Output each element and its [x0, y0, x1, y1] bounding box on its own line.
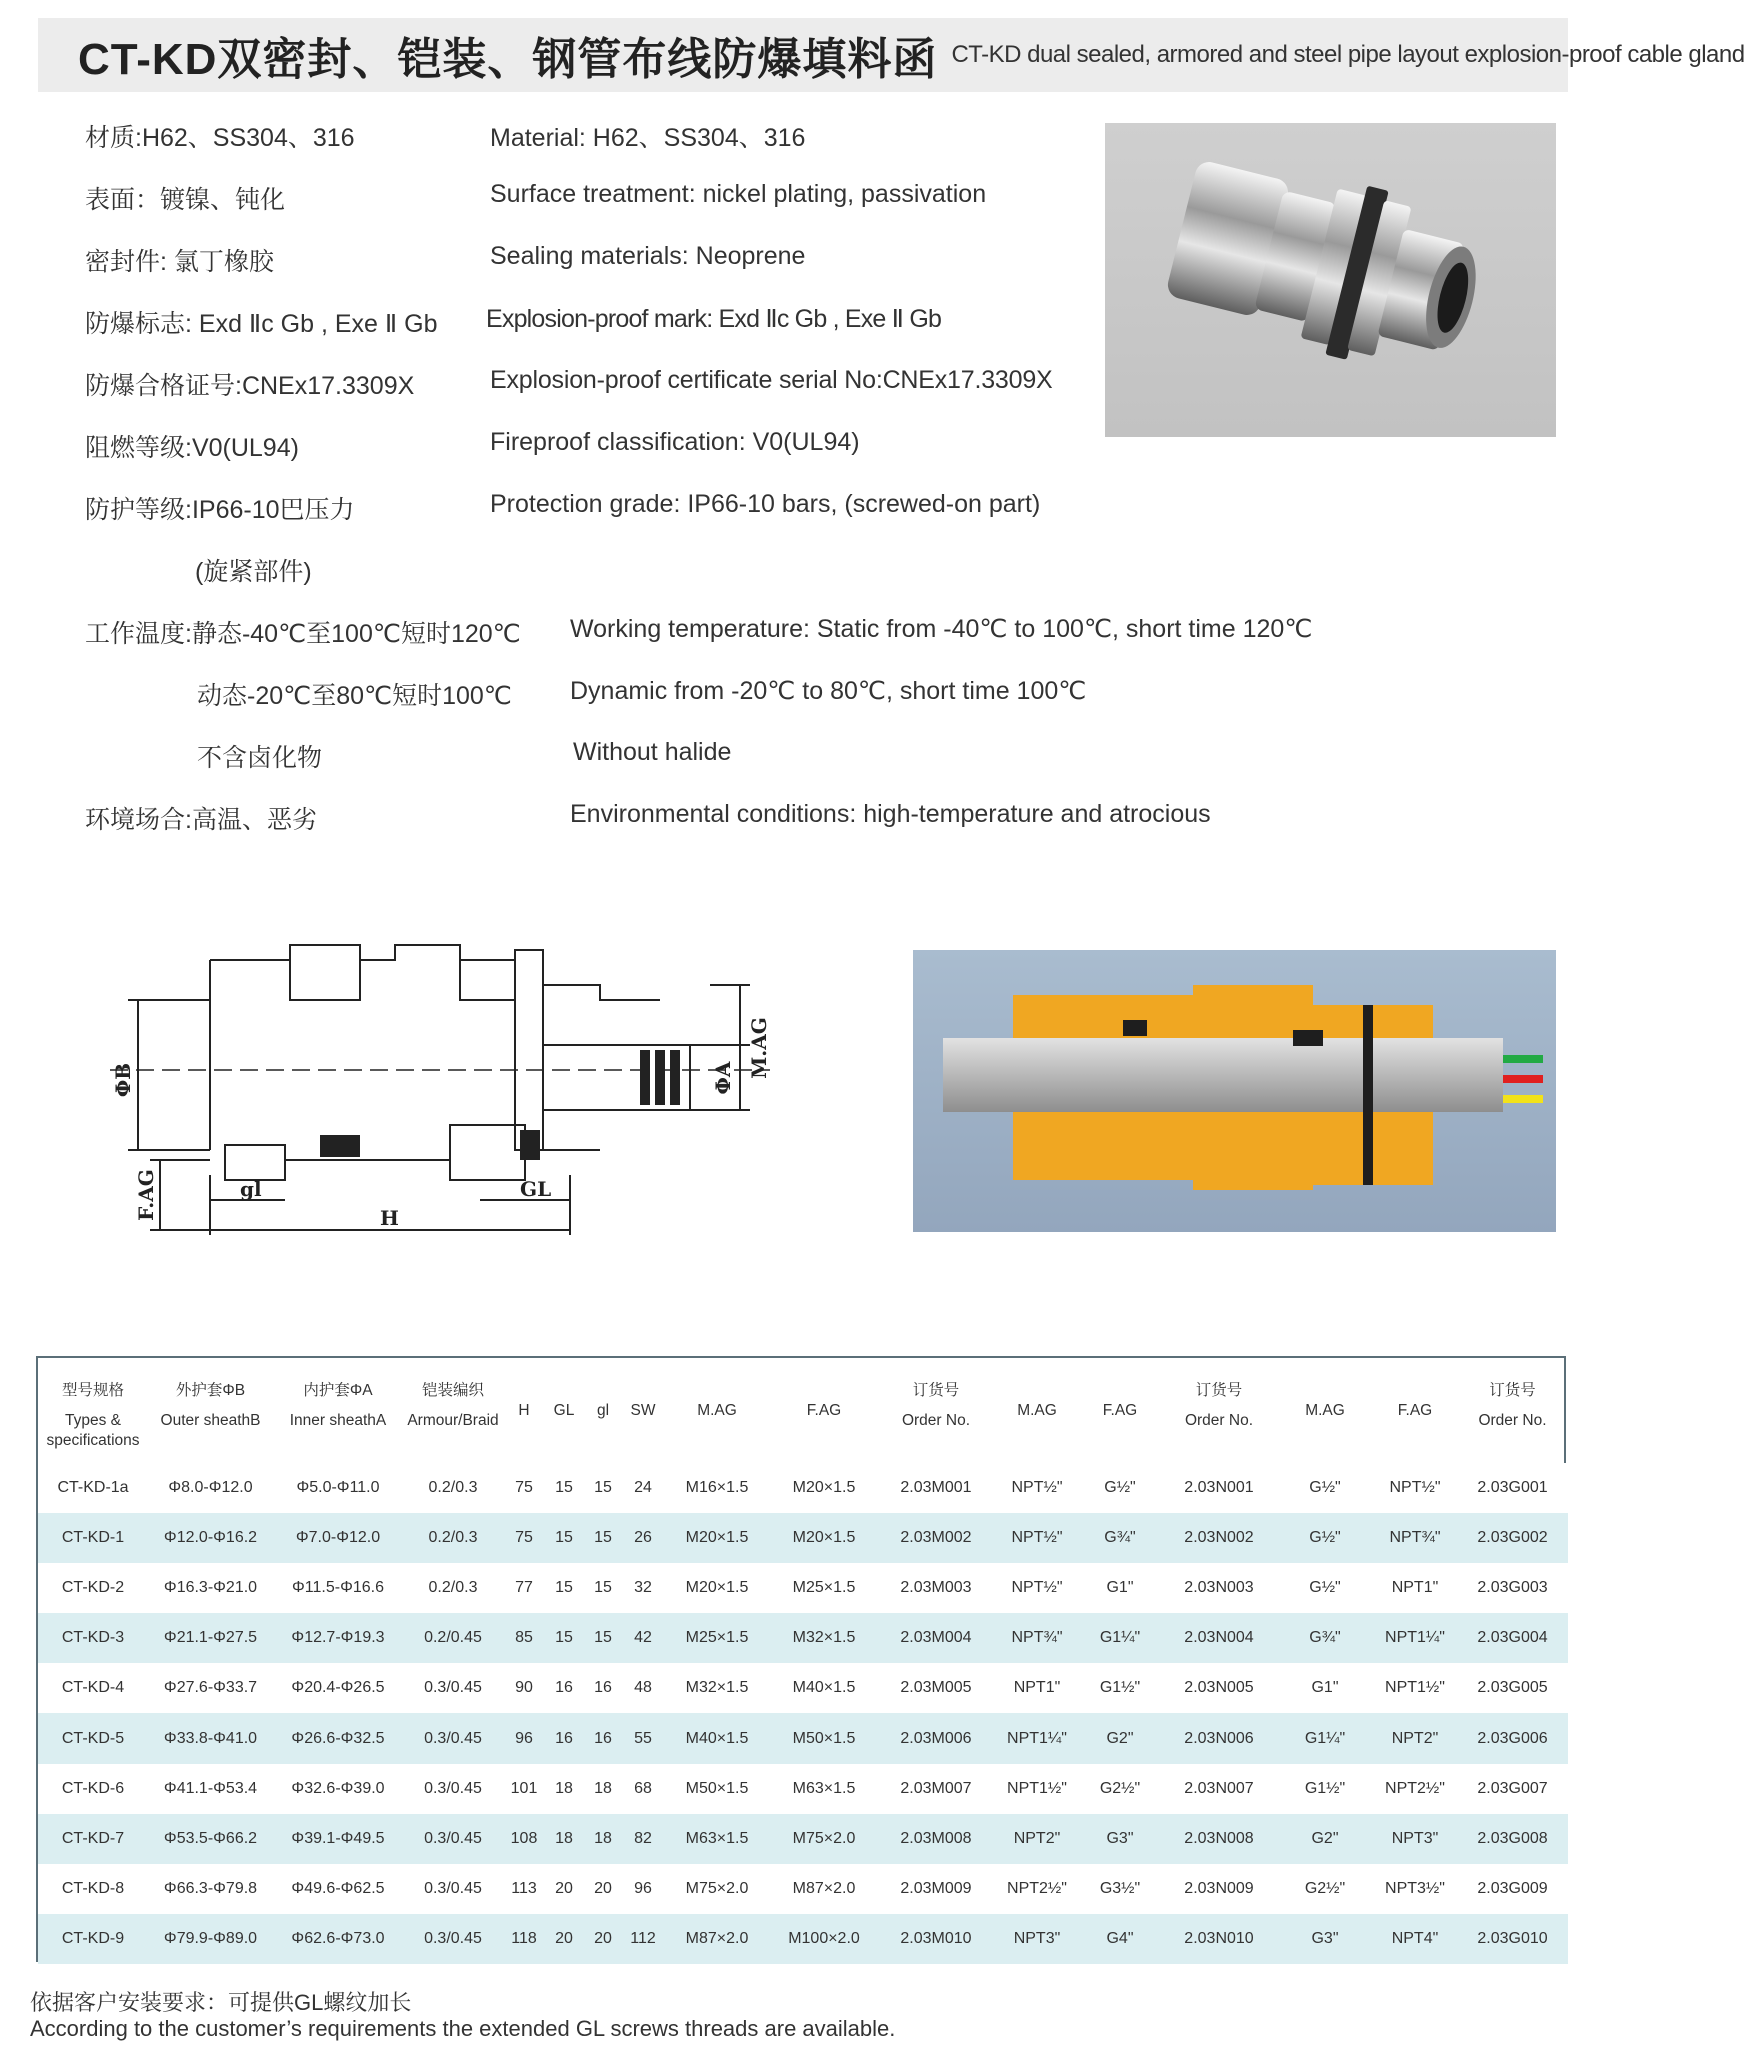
table-cell: 20: [545, 1864, 583, 1914]
table-cell: 2.03M004: [877, 1613, 995, 1663]
table-cell: M25×1.5: [663, 1613, 771, 1663]
table-cell: 18: [583, 1814, 623, 1864]
table-cell: G1¼": [1079, 1613, 1161, 1663]
table-cell: G½": [1277, 1513, 1373, 1563]
table-cell: M16×1.5: [663, 1463, 771, 1513]
header-h: H: [518, 1401, 530, 1419]
table-cell: M100×2.0: [771, 1914, 877, 1964]
table-row: [38, 1663, 1568, 1713]
table-cell: M25×1.5: [771, 1563, 877, 1613]
header-order-3: 订货号 Order No.: [1478, 1381, 1547, 1429]
header-f-ag-3: F.AG: [1397, 1401, 1433, 1419]
table-cell: Φ62.6-Φ73.0: [273, 1914, 403, 1964]
table-cell: 2.03N005: [1161, 1663, 1277, 1713]
spec-cn-protection: 防护等级:IP66-10巴压力: [85, 496, 355, 524]
table-cell: 2.03G008: [1457, 1814, 1568, 1864]
spec-cn-protection-note: (旋紧部件): [195, 558, 312, 586]
table-cell: G2½": [1277, 1864, 1373, 1914]
table-cell: CT-KD-9: [38, 1914, 148, 1964]
table-cell: CT-KD-3: [38, 1613, 148, 1663]
header-m-ag-3: M.AG: [1305, 1401, 1345, 1419]
table-header-row: [38, 1358, 1568, 1463]
table-cell: 2.03N003: [1161, 1563, 1277, 1613]
table-cell: NPT1": [995, 1663, 1079, 1713]
spec-cn-fireproof: 阻燃等级:V0(UL94): [85, 434, 299, 462]
table-cell: Φ27.6-Φ33.7: [148, 1663, 273, 1713]
table-cell: 2.03M010: [877, 1914, 995, 1964]
spec-cn-temperature: 工作温度:静态-40℃至100℃短时120℃: [85, 620, 521, 648]
table-cell: NPT¾": [995, 1613, 1079, 1663]
table-cell: NPT2": [995, 1814, 1079, 1864]
table-cell: NPT1½": [995, 1764, 1079, 1814]
table-cell: NPT½": [995, 1563, 1079, 1613]
table-cell: G½": [1277, 1563, 1373, 1613]
table-cell: G½": [1277, 1463, 1373, 1513]
table-cell: M40×1.5: [663, 1713, 771, 1763]
cutaway-illustration: [913, 950, 1556, 1232]
header-gl: GL: [553, 1401, 575, 1419]
table-cell: G½": [1079, 1463, 1161, 1513]
table-cell: M20×1.5: [663, 1513, 771, 1563]
footnote-cn: 依据客户安装要求：可提供GL螺纹加长: [30, 1990, 412, 2015]
footnote-en: According to the customer’s requirements the extended GL screws threads are available.: [30, 2016, 896, 2041]
table-cell: 15: [545, 1513, 583, 1563]
table-cell: Φ20.4-Φ26.5: [273, 1663, 403, 1713]
table-cell: NPT2": [1373, 1713, 1457, 1763]
table-row: [38, 1613, 1568, 1663]
table-cell: 2.03G003: [1457, 1563, 1568, 1613]
header-gl-small: gl: [596, 1401, 610, 1419]
table-cell: 90: [503, 1663, 545, 1713]
table-cell: NPT3": [1373, 1814, 1457, 1864]
table-cell: 2.03G007: [1457, 1764, 1568, 1814]
table-cell: 68: [623, 1764, 663, 1814]
table-cell: Φ53.5-Φ66.2: [148, 1814, 273, 1864]
table-cell: 0.2/0.3: [403, 1513, 503, 1563]
table-cell: Φ79.9-Φ89.0: [148, 1914, 273, 1964]
spec-cn-material: 材质:H62、SS304、316: [85, 124, 355, 152]
spec-en-material: Material: H62、SS304、316: [490, 124, 806, 152]
spec-en-sealing: Sealing materials: Neoprene: [490, 242, 806, 270]
table-cell: 82: [623, 1814, 663, 1864]
table-cell: 2.03M009: [877, 1864, 995, 1914]
header-m-ag-1: M.AG: [697, 1401, 737, 1419]
table-cell: 0.3/0.45: [403, 1713, 503, 1763]
spec-cn-surface: 表面：镀镍、钝化: [85, 186, 286, 214]
table-cell: Φ12.7-Φ19.3: [273, 1613, 403, 1663]
spec-cn-halide: 不含卤化物: [197, 744, 323, 772]
table-cell: G¾": [1079, 1513, 1161, 1563]
table-row: [38, 1463, 1568, 1513]
label-gl-small: gl: [240, 1177, 262, 1201]
table-cell: 2.03G009: [1457, 1864, 1568, 1914]
table-cell: G2½": [1079, 1764, 1161, 1814]
cable-gland-photo-illustration: [1105, 123, 1556, 437]
table-cell: 16: [583, 1713, 623, 1763]
table-cell: M75×2.0: [663, 1864, 771, 1914]
table-cell: 0.3/0.45: [403, 1864, 503, 1914]
table-cell: 2.03N007: [1161, 1764, 1277, 1814]
spec-cn-sealing: 密封件: 氯丁橡胶: [85, 248, 274, 276]
table-cell: Φ12.0-Φ16.2: [148, 1513, 273, 1563]
spec-en-environment: Environmental conditions: high-temperature and atrocious: [570, 800, 1211, 828]
table-cell: NPT1¼": [1373, 1613, 1457, 1663]
table-cell: CT-KD-7: [38, 1814, 148, 1864]
table-cell: 15: [583, 1463, 623, 1513]
table-cell: 18: [545, 1814, 583, 1864]
table-cell: M20×1.5: [771, 1463, 877, 1513]
table-cell: M75×2.0: [771, 1814, 877, 1864]
spec-en-protection: Protection grade: IP66-10 bars, (screwed-on part): [490, 490, 1041, 518]
table-cell: G¾": [1277, 1613, 1373, 1663]
spec-cn-mark: 防爆标志: Exd Ⅱc Gb , Exe Ⅱ Gb: [85, 310, 438, 338]
table-cell: G3½": [1079, 1864, 1161, 1914]
table-cell: NPT¾": [1373, 1513, 1457, 1563]
table-cell: 0.3/0.45: [403, 1914, 503, 1964]
header-armour: 铠装编织 Armour/Braid: [407, 1381, 499, 1429]
table-cell: 75: [503, 1513, 545, 1563]
table-cell: 2.03M003: [877, 1563, 995, 1613]
table-cell: 2.03N008: [1161, 1814, 1277, 1864]
table-cell: Φ33.8-Φ41.0: [148, 1713, 273, 1763]
table-cell: NPT½": [995, 1463, 1079, 1513]
table-cell: 2.03N006: [1161, 1713, 1277, 1763]
table-body: [38, 1463, 1568, 1964]
table-cell: Φ8.0-Φ12.0: [148, 1463, 273, 1513]
spec-en-certificate: Explosion-proof certificate serial No:CNEx17.3309X: [490, 366, 1053, 394]
table-cell: M20×1.5: [663, 1563, 771, 1613]
table-cell: 2.03M005: [877, 1663, 995, 1713]
table-cell: 18: [583, 1764, 623, 1814]
table-cell: 108: [503, 1814, 545, 1864]
table-cell: 2.03N010: [1161, 1914, 1277, 1964]
table-cell: G1½": [1079, 1663, 1161, 1713]
table-cell: M32×1.5: [663, 1663, 771, 1713]
table-cell: 2.03N001: [1161, 1463, 1277, 1513]
table-cell: 2.03M006: [877, 1713, 995, 1763]
table-cell: 2.03M008: [877, 1814, 995, 1864]
table-cell: 15: [545, 1613, 583, 1663]
table-cell: 15: [545, 1463, 583, 1513]
dimension-drawing: [50, 930, 900, 1240]
table-cell: 2.03G001: [1457, 1463, 1568, 1513]
table-cell: 2.03N004: [1161, 1613, 1277, 1663]
header-f-ag-1: F.AG: [806, 1401, 842, 1419]
table-cell: 2.03N002: [1161, 1513, 1277, 1563]
table-cell: 0.2/0.3: [403, 1463, 503, 1513]
table-cell: M87×2.0: [771, 1864, 877, 1914]
cutaway-graphic: [913, 950, 1556, 1232]
table-cell: 118: [503, 1914, 545, 1964]
spec-en-temperature: Working temperature: Static from -40℃ to 100℃, short time 120℃: [570, 615, 1313, 643]
spec-en-fireproof: Fireproof classification: V0(UL94): [490, 428, 860, 456]
table-cell: 20: [583, 1914, 623, 1964]
table-cell: NPT3": [995, 1914, 1079, 1964]
spec-en-dynamic: Dynamic from -20℃ to 80℃, short time 100℃: [570, 677, 1087, 705]
label-h: H: [380, 1206, 399, 1230]
table-cell: G2": [1079, 1713, 1161, 1763]
table-row: [38, 1513, 1568, 1563]
table-cell: NPT1": [1373, 1563, 1457, 1613]
table-cell: 2.03N009: [1161, 1864, 1277, 1914]
table-cell: NPT½": [1373, 1463, 1457, 1513]
table-row: [38, 1814, 1568, 1864]
header-inner-sheath: 内护套ΦA Inner sheathA: [289, 1381, 387, 1429]
table-cell: 0.3/0.45: [403, 1663, 503, 1713]
spec-en-mark: Explosion-proof mark: Exd Ⅱc Gb , Exe Ⅱ Gb: [486, 305, 942, 333]
table-cell: 32: [623, 1563, 663, 1613]
table-cell: 15: [583, 1563, 623, 1613]
product-photo: [1105, 123, 1556, 437]
table-cell: 96: [503, 1713, 545, 1763]
table-cell: G1": [1277, 1663, 1373, 1713]
label-gl: GL: [520, 1177, 552, 1201]
table-cell: 2.03G004: [1457, 1613, 1568, 1663]
table-cell: NPT½": [995, 1513, 1079, 1563]
spec-en-halide: Without halide: [573, 738, 732, 766]
table-cell: 55: [623, 1713, 663, 1763]
specification-table: [36, 1356, 1566, 1962]
spec-en-surface: Surface treatment: nickel plating, passivation: [490, 180, 987, 208]
table-cell: 0.2/0.45: [403, 1613, 503, 1663]
table-cell: Φ66.3-Φ79.8: [148, 1864, 273, 1914]
table-cell: 0.3/0.45: [403, 1764, 503, 1814]
table-cell: 16: [583, 1663, 623, 1713]
table-cell: G2": [1277, 1814, 1373, 1864]
table-cell: 16: [545, 1663, 583, 1713]
label-m-ag: M.AG: [747, 1017, 771, 1079]
table-row: [38, 1713, 1568, 1763]
table-cell: CT-KD-6: [38, 1764, 148, 1814]
label-f-ag: F.AG: [134, 1169, 158, 1221]
label-phi-a: ΦA: [711, 1061, 735, 1095]
table-cell: CT-KD-5: [38, 1713, 148, 1763]
table-row: [38, 1914, 1568, 1964]
label-phi-b: ΦB: [111, 1062, 135, 1098]
spec-cn-environment: 环境场合:高温、恶劣: [85, 806, 317, 834]
table-cell: M63×1.5: [663, 1814, 771, 1864]
table-row: [38, 1764, 1568, 1814]
table-cell: 77: [503, 1563, 545, 1613]
technical-drawing: [50, 930, 900, 1240]
table-cell: 2.03M007: [877, 1764, 995, 1814]
table-cell: 2.03G006: [1457, 1713, 1568, 1763]
table-cell: Φ39.1-Φ49.5: [273, 1814, 403, 1864]
table-cell: NPT1½": [1373, 1663, 1457, 1713]
table-cell: NPT1¼": [995, 1713, 1079, 1763]
spec-cn-certificate: 防爆合格证号:CNEx17.3309X: [85, 372, 415, 400]
table-cell: NPT4": [1373, 1914, 1457, 1964]
table-cell: G1¼": [1277, 1713, 1373, 1763]
table-cell: CT-KD-4: [38, 1663, 148, 1713]
table-cell: Φ32.6-Φ39.0: [273, 1764, 403, 1814]
table-cell: G3": [1277, 1914, 1373, 1964]
table-cell: M40×1.5: [771, 1663, 877, 1713]
table-cell: 75: [503, 1463, 545, 1513]
table-cell: 26: [623, 1513, 663, 1563]
table-cell: G3": [1079, 1814, 1161, 1864]
table-cell: NPT2½": [1373, 1764, 1457, 1814]
table-cell: 15: [545, 1563, 583, 1613]
table-cell: 15: [583, 1513, 623, 1563]
table-cell: G1": [1079, 1563, 1161, 1613]
table-cell: Φ49.6-Φ62.5: [273, 1864, 403, 1914]
table-cell: G4": [1079, 1914, 1161, 1964]
table-cell: 15: [583, 1613, 623, 1663]
header-type: 型号规格 Types & specifications: [46, 1381, 140, 1449]
table-cell: M50×1.5: [771, 1713, 877, 1763]
table-cell: 48: [623, 1663, 663, 1713]
table-cell: 2.03G002: [1457, 1513, 1568, 1563]
table-cell: Φ21.1-Φ27.5: [148, 1613, 273, 1663]
table-cell: 112: [623, 1914, 663, 1964]
table-cell: 16: [545, 1713, 583, 1763]
table-cell: 24: [623, 1463, 663, 1513]
table-cell: M20×1.5: [771, 1513, 877, 1563]
table-cell: Φ5.0-Φ11.0: [273, 1463, 403, 1513]
table-cell: Φ16.3-Φ21.0: [148, 1563, 273, 1613]
table-cell: CT-KD-1: [38, 1513, 148, 1563]
table-cell: 0.2/0.3: [403, 1563, 503, 1613]
table-cell: 101: [503, 1764, 545, 1814]
header-m-ag-2: M.AG: [1017, 1401, 1057, 1419]
table-cell: M63×1.5: [771, 1764, 877, 1814]
header-outer-sheath: 外护套ΦB Outer sheathB: [160, 1381, 261, 1429]
table-cell: M87×2.0: [663, 1914, 771, 1964]
table-cell: 20: [583, 1864, 623, 1914]
table-cell: Φ26.6-Φ32.5: [273, 1713, 403, 1763]
table-cell: 96: [623, 1864, 663, 1914]
table-cell: 2.03M001: [877, 1463, 995, 1513]
table-cell: G1½": [1277, 1764, 1373, 1814]
header-f-ag-2: F.AG: [1102, 1401, 1138, 1419]
header-order-2: 订货号 Order No.: [1184, 1381, 1254, 1429]
header-order-1: 订货号 Order No.: [901, 1381, 971, 1429]
table-cell: 2.03M002: [877, 1513, 995, 1563]
table-cell: 18: [545, 1764, 583, 1814]
table-row: [38, 1864, 1568, 1914]
table-cell: 20: [545, 1914, 583, 1964]
table-cell: 85: [503, 1613, 545, 1663]
spec-cn-dynamic: 动态-20℃至80℃短时100℃: [197, 682, 512, 710]
table-cell: CT-KD-2: [38, 1563, 148, 1613]
table-cell: M50×1.5: [663, 1764, 771, 1814]
table-cell: 0.3/0.45: [403, 1814, 503, 1864]
table-cell: Φ41.1-Φ53.4: [148, 1764, 273, 1814]
table-cell: Φ7.0-Φ12.0: [273, 1513, 403, 1563]
page-subtitle: CT-KD dual sealed, armored and steel pipe layout explosion-proof cable gland: [951, 41, 1745, 68]
table-cell: CT-KD-1a: [38, 1463, 148, 1513]
table-cell: NPT2½": [995, 1864, 1079, 1914]
table-cell: Φ11.5-Φ16.6: [273, 1563, 403, 1613]
page-title: CT-KD双密封、铠装、钢管布线防爆填料函: [78, 35, 938, 84]
table-cell: M32×1.5: [771, 1613, 877, 1663]
header-sw: SW: [630, 1401, 656, 1419]
table-cell: 113: [503, 1864, 545, 1914]
table-cell: 2.03G005: [1457, 1663, 1568, 1713]
title-bar: [38, 18, 1745, 92]
table-cell: 2.03G010: [1457, 1914, 1568, 1964]
table-cell: CT-KD-8: [38, 1864, 148, 1914]
table-row: [38, 1563, 1568, 1613]
table-cell: NPT3½": [1373, 1864, 1457, 1914]
table-cell: 42: [623, 1613, 663, 1663]
